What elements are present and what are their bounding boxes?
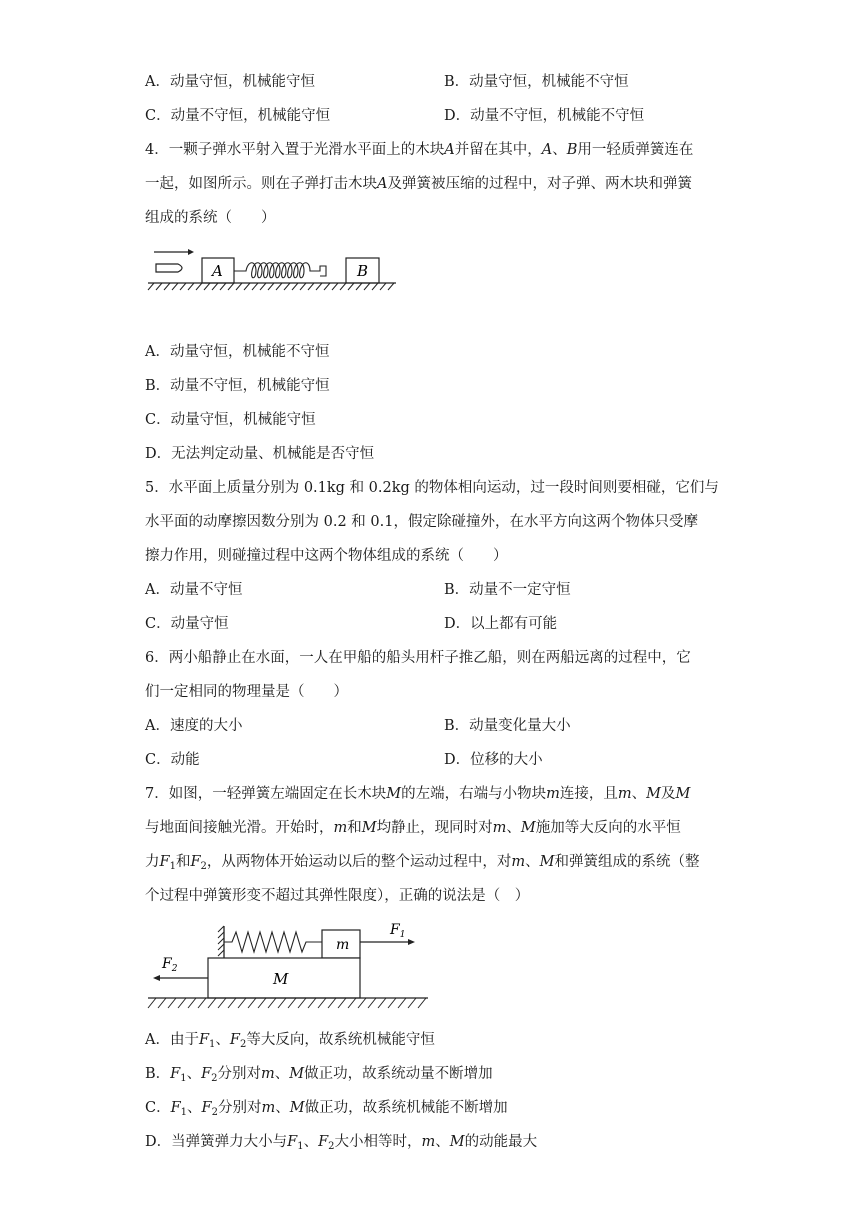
q4-stem-line2: 一起，如图所示。则在子弹打击木块A及弹簧被压缩的过程中，对子弹、两木块和弹簧: [145, 176, 692, 192]
q6-option-c: C．动能: [145, 752, 200, 768]
q6-stem-line1: 6．两小船静止在水面，一人在甲船的船头用杆子推乙船，则在两船远离的过程中，它: [145, 650, 691, 666]
q7-stem-line1: 7．如图，一轻弹簧左端固定在长木块M的左端，右端与小物块m连接，且m、M及M: [145, 786, 691, 802]
spring: [224, 932, 322, 952]
q6-stem-line2: 们一定相同的物理量是（ ）: [145, 684, 348, 700]
q6-option-a: A．速度的大小: [145, 718, 243, 734]
q6-option-b: B．动量变化量大小: [444, 718, 571, 734]
q4-option-c: C．动量守恒，机械能守恒: [145, 412, 316, 428]
q3-option-b: B．动量守恒，机械能不守恒: [444, 74, 629, 90]
q7-option-c: C．$F_1$、$F_2$分别对m、M做正功，故系统机械能不断增加: [145, 1100, 508, 1118]
q7-figure: [146, 918, 430, 1016]
q7-stem-line3: 力$F_1$和$F_2$，从两物体开始运动以后的整个运动过程中，对m、M和弹簧组成的系统（整: [145, 854, 700, 872]
q5-option-b: B．动量不一定守恒: [444, 582, 571, 598]
q7-option-a: A．由于$F_1$、$F_2$等大反向，故系统机械能守恒: [145, 1032, 435, 1050]
q4-stem-line3: 组成的系统（ ）: [145, 210, 276, 226]
q7-option-b: B．$F_1$、$F_2$分别对m、M做正功，故系统动量不断增加: [145, 1066, 493, 1084]
q3-option-c: C．动量不守恒，机械能守恒: [145, 108, 331, 124]
q4-option-a: A．动量守恒，机械能不守恒: [145, 344, 330, 360]
force-f1-label: $F_1$: [390, 922, 406, 940]
q7-stem-line4: 个过程中弹簧形变不超过其弹性限度），正确的说法是（ ）: [145, 888, 530, 904]
force-f2-label: $F_2$: [162, 956, 178, 974]
block-m-label: m: [336, 937, 350, 953]
q7-option-d: D．当弹簧弹力大小与$F_1$、$F_2$大小相等时，m、M的动能最大: [145, 1134, 538, 1152]
q4-figure: [146, 246, 398, 294]
q5-stem-line3: 擦力作用，则碰撞过程中这两个物体组成的系统（ ）: [145, 548, 508, 564]
block-b-label: B: [357, 262, 369, 280]
q5-option-a: A．动量不守恒: [145, 582, 243, 598]
q7-stem-line2: 与地面间接触光滑。开始时，m和M均静止，现同时对m、M施加等大反向的水平恒: [145, 820, 681, 836]
wall-hatch: [218, 926, 224, 956]
q4-option-d: D．无法判定动量、机械能是否守恒: [145, 446, 375, 462]
q5-option-c: C．动量守恒: [145, 616, 229, 632]
q6-option-d: D．位移的大小: [444, 752, 543, 768]
ground-hatch: [148, 283, 394, 290]
q5-option-d: D．以上都有可能: [444, 616, 558, 632]
q5-stem-line2: 水平面的动摩擦因数分别为 0.2 和 0.1，假定除碰撞外，在水平方向这两个物体只受摩: [145, 514, 698, 530]
q5-stem-line1: 5．水平面上质量分别为 0.1kg 和 0.2kg 的物体相向运动，过一段时间则要相碰，它们与: [145, 480, 719, 496]
block-M-label: M: [273, 970, 289, 988]
q4-option-b: B．动量不守恒，机械能守恒: [145, 378, 330, 394]
block-a-label: A: [212, 262, 223, 280]
q3-option-d: D．动量不守恒，机械能不守恒: [444, 108, 645, 124]
ground-hatch: [148, 998, 426, 1008]
spring: [234, 263, 326, 278]
q4-stem-line1: 4．一颗子弹水平射入置于光滑水平面上的木块A并留在其中，A、B用一轻质弹簧连在: [145, 142, 694, 158]
q3-option-a: A．动量守恒，机械能守恒: [145, 74, 315, 90]
